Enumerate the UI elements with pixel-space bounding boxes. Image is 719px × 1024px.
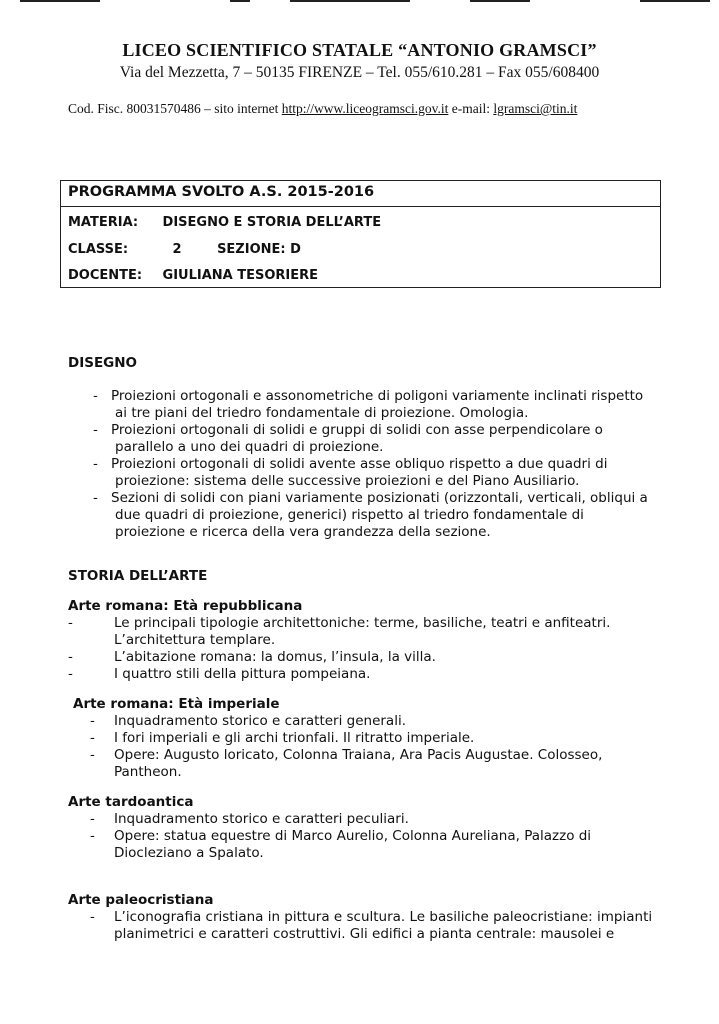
bullet-dash: - <box>93 422 98 438</box>
list-item <box>93 388 648 422</box>
list-item <box>68 730 602 747</box>
program-title: PROGRAMMA SVOLTO A.S. 2015-2016 <box>68 184 375 200</box>
bullet-dash: - <box>68 615 73 631</box>
scan-edge-line <box>290 0 410 2</box>
bullet-dash: - <box>90 909 95 925</box>
scan-edge-line <box>230 0 250 2</box>
list-item-text: Le principali tipologie architettoniche: terme, basiliche, teatri e anfiteatri. <box>114 615 611 631</box>
bullet-dash: - <box>90 730 95 746</box>
bullet-dash: - <box>90 713 95 729</box>
list-item-text: Diocleziano a Spalato. <box>114 845 264 861</box>
section-list <box>68 909 652 943</box>
list-item-text: Proiezioni ortogonali e assonometriche di poligoni variamente inclinati rispetto <box>111 388 644 404</box>
list-item <box>68 615 610 649</box>
scan-edge-line <box>640 0 710 2</box>
materia-label: MATERIA: <box>68 215 139 230</box>
sezione-value: D <box>290 242 301 257</box>
list-item-text: I fori imperiali e gli archi trionfali. Il ritratto imperiale. <box>114 730 475 746</box>
list-item-text: Proiezioni ortogonali di solidi e gruppi di solidi con asse perpendicolare o <box>111 422 603 438</box>
list-item <box>93 490 648 541</box>
list-item <box>68 666 610 683</box>
list-item <box>68 811 591 828</box>
scan-edge-line <box>20 0 100 2</box>
list-item-text: L’iconografia cristiana in pittura e scultura. Le basiliche paleocristiane: impianti <box>114 909 653 925</box>
list-item <box>93 456 648 490</box>
materia-value: DISEGNO E STORIA DELL’ARTE <box>162 215 382 230</box>
list-item-text: Proiezioni ortogonali di solidi avente asse obliquo rispetto a due quadri di <box>111 456 608 472</box>
cod-fisc: Cod. Fisc. 80031570486 – sito internet <box>68 101 279 116</box>
school-contacts <box>68 101 577 117</box>
bullet-dash: - <box>68 649 73 665</box>
program-info-box <box>60 180 661 288</box>
list-item-text: Opere: statua equestre di Marco Aurelio, Colonna Aureliana, Palazzo di <box>114 828 592 844</box>
list-item <box>68 713 602 730</box>
scan-edge-line <box>470 0 530 2</box>
list-item-text: I quattro stili della pittura pompeiana. <box>114 666 371 682</box>
section-list <box>68 811 591 862</box>
email-label: e-mail: <box>451 101 490 116</box>
materia-row <box>68 215 381 230</box>
list-item-text: due quadri di proiezione, generici) rispetto al triedro fondamentale di <box>115 507 584 523</box>
docente-label: DOCENTE: <box>68 268 143 283</box>
section-title: Arte tardoantica <box>68 794 194 810</box>
list-item-text: Inquadramento storico e caratteri peculiari. <box>114 811 409 827</box>
list-item-text: planimetrici e caratteri costruttivi. Gli edifici a pianta centrale: mausolei e <box>114 926 615 942</box>
bullet-dash: - <box>90 828 95 844</box>
list-item <box>68 747 602 781</box>
list-item-text: Pantheon. <box>114 764 182 780</box>
email-link[interactable]: lgramsci@tin.it <box>493 101 578 116</box>
classe-row <box>68 242 301 257</box>
classe-label: CLASSE: <box>68 242 129 257</box>
list-item-text: L’abitazione romana: la domus, l’insula, la villa. <box>114 649 436 665</box>
storia-heading: STORIA DELL’ARTE <box>68 568 208 584</box>
website-link[interactable]: http://www.liceogramsci.gov.it <box>281 101 449 116</box>
list-item-text: Inquadramento storico e caratteri generali. <box>114 713 406 729</box>
list-item-text: proiezione e ricerca della vera grandezza della sezione. <box>115 524 491 540</box>
bullet-dash: - <box>68 666 73 682</box>
sezione-label: SEZIONE: <box>217 242 286 257</box>
classe-value: 2 <box>172 242 182 257</box>
list-item-text: proiezione: sistema delle successive proiezioni e del Piano Ausiliario. <box>115 473 580 489</box>
list-item <box>68 649 610 666</box>
list-item-text: Sezioni di solidi con piani variamente posizionati (orizzontali, verticali, obliqui a <box>111 490 648 506</box>
list-item-text: parallelo a uno dei quadri di proiezione. <box>115 439 384 455</box>
school-name: LICEO SCIENTIFICO STATALE “ANTONIO GRAMSCI” <box>122 40 597 60</box>
bullet-dash: - <box>90 811 95 827</box>
section-title: Arte paleocristiana <box>68 892 214 908</box>
docente-value: GIULIANA TESORIERE <box>162 268 319 283</box>
list-item-text: ai tre piani del triedro fondamentale di proiezione. Omologia. <box>115 405 529 421</box>
bullet-dash: - <box>90 747 95 763</box>
list-item-text: L’architettura templare. <box>114 632 276 648</box>
bullet-dash: - <box>93 388 98 404</box>
docente-row <box>68 268 318 283</box>
section-title: Arte romana: Età imperiale <box>73 696 280 712</box>
list-item <box>68 828 591 862</box>
list-item <box>68 909 652 943</box>
disegno-heading: DISEGNO <box>68 355 138 371</box>
disegno-list <box>93 388 648 541</box>
section-list <box>68 713 602 781</box>
section-list <box>68 615 610 683</box>
section-title: Arte romana: Età repubblicana <box>68 598 303 614</box>
bullet-dash: - <box>93 456 98 472</box>
school-address: Via del Mezzetta, 7 – 50135 FIRENZE – Tel. 055/610.281 – Fax 055/608400 <box>119 64 600 81</box>
list-item-text: Opere: Augusto loricato, Colonna Traiana, Ara Pacis Augustae. Colosseo, <box>114 747 603 763</box>
divider <box>61 206 660 207</box>
list-item <box>93 422 648 456</box>
bullet-dash: - <box>93 490 98 506</box>
